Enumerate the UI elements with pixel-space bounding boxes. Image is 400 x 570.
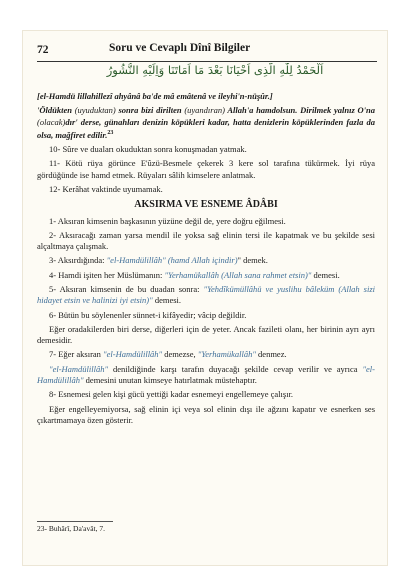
paragraph: Eğer engelleyemiyorsa, sağ elinin içi veya sol elinin dışı ile ağzını kapatır ve esnerken ses çıkartmamaya özen gösterir. (37, 403, 375, 425)
list-item-6: 6- Bütün bu söylenenler sünnet-i kifâyedir; vâcip değildir. (49, 309, 247, 320)
footnote-ref: 23 (107, 129, 114, 136)
footnote-rule (37, 521, 113, 522)
page-number: 72 (37, 44, 49, 56)
running-header (37, 42, 377, 62)
list-item-4: 4- Hamdi işiten her Müslümanın: "Yerhamükallâh (Allah sana rahmet etsin)" demesi. (49, 269, 340, 280)
transliteration: [el-Hamdü lillahillezî ahyânâ ba'de mâ emâtenâ ve ileyhi'n-nüşûr.] (37, 91, 273, 101)
list-item-12: 12- Kerâhat vaktinde uyumamak. (49, 183, 163, 194)
list-item-10: 10- Sûre ve duaları okuduktan sonra konuşmadan yatmak. (49, 144, 247, 155)
list-item-2: 2- Aksıracağı zaman yarsa mendil ile yoksa sağ elinin tersi ile kapatmak ve bu şekilde sesi alçaltmaya çalışmak. (37, 229, 375, 252)
arabic-prayer: اَلْحَمْدُ لِلّٰهِ الَّذِى اَحْيَانَا بَعْدَ مَا اَمَاتَنَا وَاِلَيْهِ النُّشُورُ (106, 63, 324, 77)
list-item-3: 3- Aksırdığında: "el-Hamdülillâh" (hamd Allah içindir)" demek. (49, 255, 268, 266)
list-item-5: 5- Aksıran kimsenin de bu duadan sonra: "Yehdîkümüllâhü ve yuslihu bâleküm (Allah sizi hidayet etsin ve halinizi iyi etsin)" demesi. (37, 283, 376, 306)
book-title: Soru ve Cevaplı Dînî Bilgiler (109, 42, 251, 54)
header-rule (37, 61, 377, 62)
page-body (37, 91, 375, 429)
translation: 'Öldükten (uyuduktan) sonra bizi dirilten (uyandıran) Allah'a hamdolsun. Dirilmek yalnız O'na (olacak)dır' derse, günahları denizin köpükleri kadar, hatta denizlerin köpüklerinden fazla da olsa, mağfiret edilir.$^{23}$ (37, 105, 376, 140)
list-item-7: 7- Eğer aksıran "el-Hamdülillâh" demezse, "Yerhamükallâh" denmez. (49, 349, 287, 360)
footnote: 23- Buhârî, Da'avât, 7. (37, 524, 105, 533)
list-item-1: 1- Aksıran kimsenin başkasının yüzüne değil de, yere doğru eğilmesi. (49, 215, 286, 226)
list-item-11: 11- Kötü rüya görünce E'ûzü-Besmele çekerek 3 kere sol tarafına tükürmek. İyi rüya gördüğünde ise hamd etmek. Rüyaları sâlih kimselere anlatmak. (37, 158, 375, 180)
list-item-8: 8- Esnemesi gelen kişi gücü yettiği kadar esnemeyi engellemeye çalışır. (49, 389, 294, 400)
book-page (22, 30, 388, 566)
paragraph: Eğer oradakilerden biri derse, diğerleri için de yeter. Ancak fazileti olanı, her birinin ayrı ayrı demesidir. (37, 323, 375, 346)
paragraph: "el-Hamdülillâh" denildiğinde karşı tarafın duyacağı şekilde cevap verilir ve ayrıca "el-Hamdülillâh" demesini unutan kimseye hatırlatmak müstehaptır. (37, 363, 375, 386)
section-title: AKSIRMA VE ESNEME ÂDÂBI (134, 199, 278, 211)
